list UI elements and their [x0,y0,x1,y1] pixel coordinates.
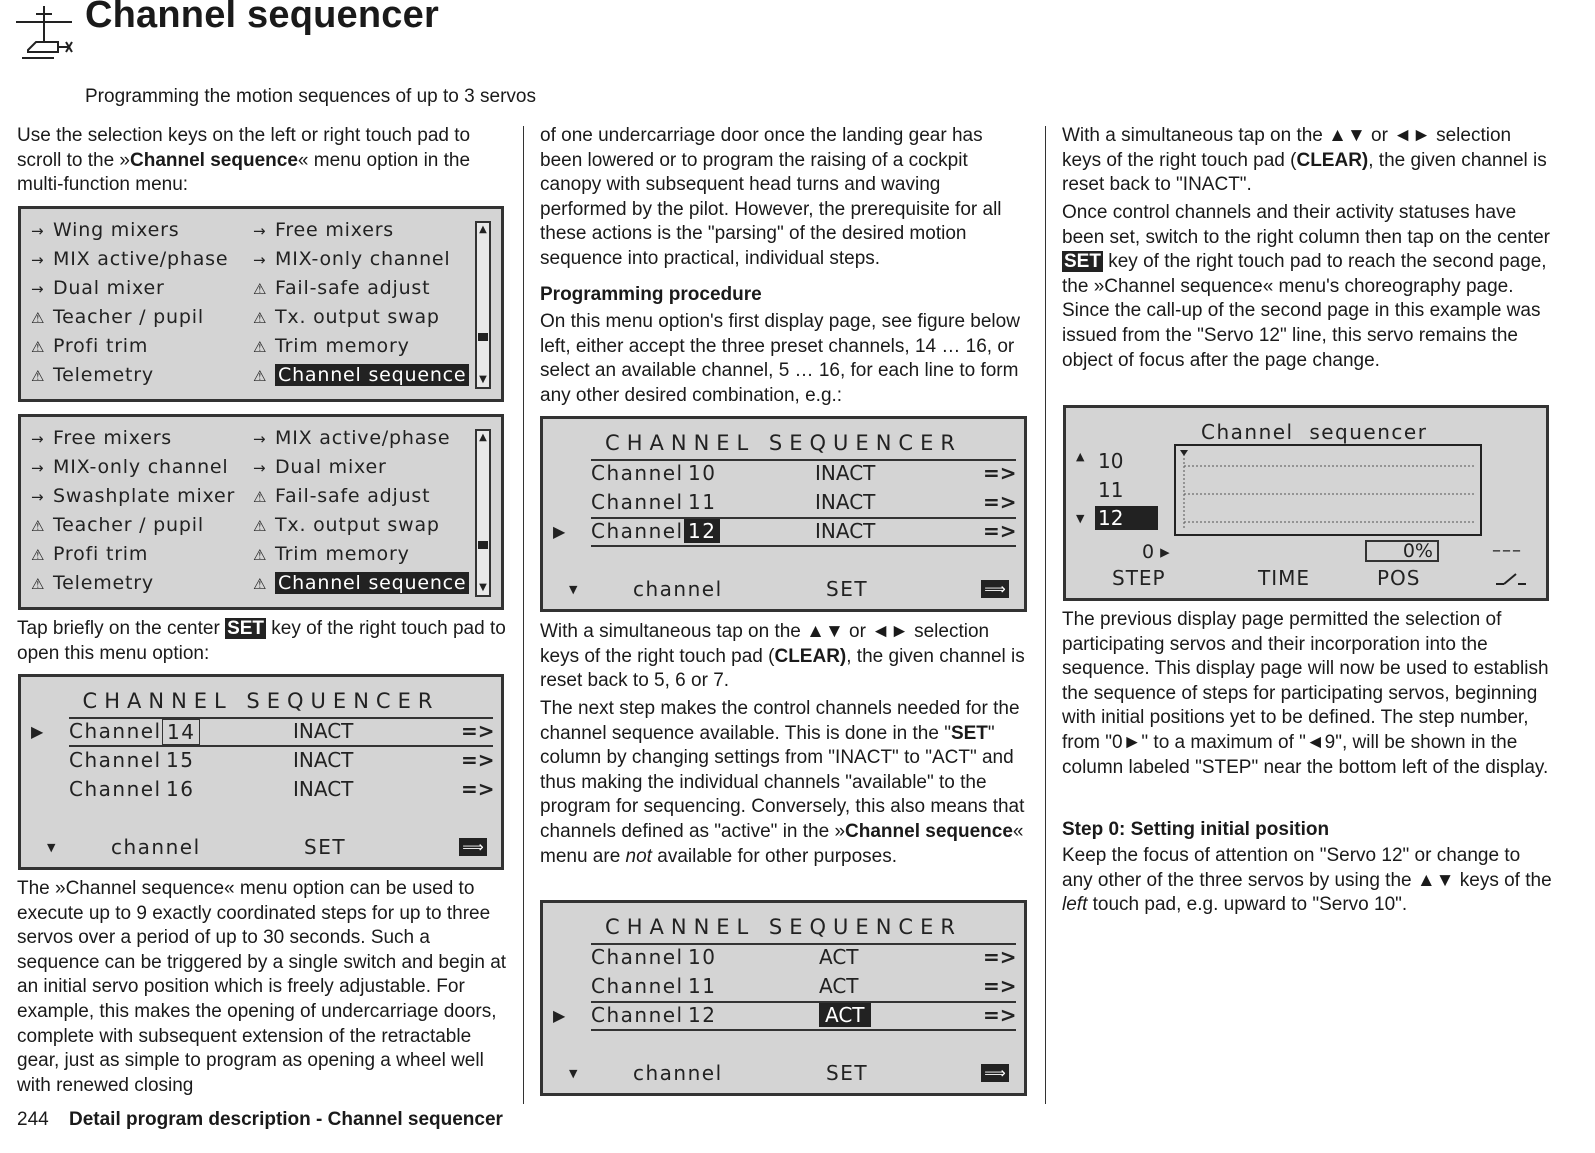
channel-label: Channel [591,519,684,543]
menu-item[interactable] [253,335,410,357]
step-value[interactable]: 0 ▸ [1142,541,1170,563]
menu-item-label: Fail-safe adjust [275,277,431,299]
paragraph: On this menu option's first display page, see figure below left, either accept the three preset channels, 14 … 16, or select an available channel, 5 … 16, for each line to form any other desired combination, e.g.: [540,311,1020,406]
column-divider [523,126,524,1104]
channel-row[interactable] [543,488,1024,517]
menu-item[interactable] [31,456,229,478]
channel-row[interactable] [21,746,501,775]
menu-item-label: Profi trim [53,335,149,357]
set-key-label: SET [1064,251,1101,273]
channel-number[interactable]: 16 [166,777,195,801]
channel-row[interactable] [543,943,1024,972]
menu-item-label: Free mixers [275,219,395,241]
channel-number[interactable]: 14 [162,719,200,745]
set-footer-label: SET [304,835,347,859]
up-arrow-icon: ▲ [1076,450,1085,463]
warning-icon: ⚠ [253,517,268,535]
menu-item-label: Teacher / pupil [53,514,204,536]
menu-item[interactable] [31,277,165,299]
channel-row[interactable] [543,459,1024,488]
mixer-arrow-icon: → [31,251,45,269]
channel-row[interactable] [21,775,501,804]
menu-item[interactable] [31,572,154,594]
next-page-icon[interactable]: ⟹ [459,838,487,856]
menu-item[interactable] [253,514,440,536]
menu-item-label: Trim memory [275,335,410,357]
menu-item[interactable] [253,543,410,565]
next-page-icon[interactable]: ⟹ [981,580,1009,598]
scroll-down-icon[interactable]: ▼ [479,582,487,593]
channel-footer-label: channel [633,577,723,601]
menu-item[interactable] [253,248,451,270]
channel-number[interactable]: 12 [688,1003,717,1027]
warning-icon: ⚠ [253,488,268,506]
paragraph: Once control channels and their activity statuses have been set, switch to the right column then tap on the center SET key of the right touch pad to reach the second page, the »Channel sequence« menu's choreography page. Since the call-up of the second page in this example was issued from the "Servo 12" line, this servo remains the object of focus after the page change. [1062,202,1550,371]
mixer-arrow-icon: → [31,488,45,506]
warning-icon: ⚠ [253,575,268,593]
channel-row[interactable] [543,517,1024,546]
channel-state[interactable]: ACT [819,974,859,998]
column-divider [1045,126,1046,1104]
scroll-up-icon[interactable]: ▲ [479,224,487,235]
arrow-icon: => [461,719,495,743]
arrow-icon: => [983,1003,1017,1027]
pos-label: POS [1377,566,1421,590]
menu-item-label: MIX-only channel [53,456,229,478]
menu-item[interactable] [31,485,235,507]
menu-item[interactable] [31,427,172,449]
section-heading: Step 0: Setting initial position [1062,819,1330,840]
warning-icon: ⚠ [253,280,268,298]
channel-label: Channel [69,777,162,801]
paragraph: The »Channel sequence« menu option can be used to execute up to 9 exactly coordinated steps for up to three servos over a period of up to 30 seconds. Such a sequence can be triggered by a single switch and begin at an initial servo position which is freely adjustable. For example, this makes the opening of undercarriage doors, complete with subsequent extension of the retractable gear, just as simple to program as opening a wheel well with renewed closing [17,878,507,1096]
row-pointer-icon: ▶ [553,1006,566,1025]
channel-state[interactable]: INACT [815,490,876,514]
menu-item-label: Channel sequence [275,364,469,386]
channel-state[interactable]: INACT [815,519,876,543]
mixer-arrow-icon: → [253,222,267,240]
channel-sequencer-screen [540,416,1027,612]
channel-footer-label: channel [633,1061,723,1085]
mixer-arrow-icon: → [253,430,267,448]
channel-footer-label: channel [111,835,201,859]
mixer-arrow-icon: → [31,280,45,298]
paragraph: Keep the focus of attention on "Servo 12" or change to any other of the three servos by using the ▲▼ keys of the left touch pad, e.g. upward to "Servo 10". [1062,845,1552,916]
menu-item-label: Telemetry [53,572,154,594]
divider [591,1001,1016,1003]
scrollbar[interactable] [475,429,491,597]
menu-item[interactable] [253,485,430,507]
switch-icon[interactable] [1494,570,1528,588]
screen-title: Channel sequencer [1201,420,1428,444]
step-label: STEP [1112,566,1166,590]
scroll-up-icon[interactable]: ▲ [479,432,487,443]
sequence-graph [1174,444,1482,536]
channel-label: Channel [69,719,162,743]
mixer-arrow-icon: → [31,459,45,477]
paragraph: The next step makes the control channels needed for the channel sequence available. This is done in the "SET" column by changing settings from "INACT" to "ACT" and thus making the individual channels "available" to the program for sequencing. Conversely, this also means that channels defined as "active" in the »Channel sequence« menu are not available for other purposes. [540,698,1025,867]
menu-item-label: Channel sequence [275,572,469,594]
divider [591,545,1016,547]
arrow-icon: => [983,461,1017,485]
menu-item[interactable] [253,427,450,449]
warning-icon: ⚠ [253,546,268,564]
next-page-icon[interactable]: ⟹ [981,1064,1009,1082]
menu-item-label: Telemetry [53,364,154,386]
menu-item-label: Trim memory [275,543,410,565]
page-subtitle: Programming the motion sequences of up to 3 servos [85,86,536,107]
arrow-icon: => [983,974,1017,998]
divider [591,1029,1016,1031]
warning-icon: ⚠ [253,338,268,356]
function-menu-screen [18,206,504,402]
channel-row[interactable] [543,1001,1024,1030]
pos-value[interactable]: 0% [1365,540,1439,562]
helicopter-icon [14,2,76,66]
menu-item[interactable] [253,364,469,386]
menu-item-label: Fail-safe adjust [275,485,431,507]
menu-item-label: MIX-only channel [275,248,451,270]
menu-item-label: Profi trim [53,543,149,565]
set-footer-label: SET [826,1061,869,1085]
function-menu-screen [18,414,504,610]
paragraph: Tap briefly on the center SET key of the right touch pad to open this menu option: [17,618,506,664]
paragraph: With a simultaneous tap on the ▲▼ or ◄► selection keys of the right touch pad (CLEAR), the given channel is reset back to 5, 6 or 7. [540,621,1025,692]
channel-number[interactable]: 10 [688,945,717,969]
choreography-screen [1063,405,1549,601]
time-label: TIME [1258,566,1311,590]
section-heading: Programming procedure [540,284,762,305]
menu-item-label: Swashplate mixer [53,485,236,507]
footer-title: Detail program description - Channel sequencer [69,1109,503,1130]
warning-icon: ⚠ [31,338,46,356]
channel-label: Channel [591,945,684,969]
menu-item-label: MIX active/phase [53,248,229,270]
scroll-down-icon[interactable]: ▼ [479,374,487,385]
channel-state[interactable]: INACT [293,748,354,772]
set-key-label: SET [227,618,265,639]
divider [69,717,493,719]
scroll-thumb[interactable] [478,541,488,549]
channel-state[interactable]: ACT [819,1003,871,1027]
menu-item[interactable] [31,248,228,270]
channel-number[interactable]: 10 [688,461,717,485]
scroll-thumb[interactable] [478,333,488,341]
menu-item-label: Wing mixers [53,219,180,241]
menu-item-label: Dual mixer [275,456,387,478]
channel-row[interactable] [21,717,501,746]
warning-icon: ⚠ [31,367,46,385]
channel-state[interactable]: ACT [819,945,859,969]
warning-icon: ⚠ [31,309,46,327]
arrow-icon: => [461,748,495,772]
screen-title: CHANNEL SEQUENCER [605,431,962,455]
channel-state[interactable]: INACT [293,777,354,801]
channel-label: Channel [69,748,162,772]
down-arrow-icon: ▼ [1076,512,1085,525]
menu-item[interactable] [31,543,148,565]
channel-sequencer-screen [18,674,504,870]
warning-icon: ⚠ [31,546,46,564]
screen-title: CHANNEL SEQUENCER [605,915,962,939]
mixer-arrow-icon: → [31,430,45,448]
menu-item[interactable] [253,306,440,328]
warning-icon: ⚠ [31,575,46,593]
menu-item-label: Tx. output swap [275,514,440,536]
channel-label: Channel [591,490,684,514]
mixer-arrow-icon: → [31,222,45,240]
page-number: 244 [17,1109,49,1130]
menu-item-label: Free mixers [53,427,173,449]
channel-number[interactable]: 12 [684,519,720,543]
menu-item-label: Dual mixer [53,277,165,299]
paragraph: of one undercarriage door once the landing gear has been lowered or to program the raising of a cockpit canopy with subsequent head turns and waving performed by the pilot. However, the prerequisite for all these actions is the "parsing" of the desired motion sequence into practical, individual steps. [540,125,1002,269]
channel-label: Channel [591,1003,684,1027]
set-footer-label: SET [826,577,869,601]
channel-number[interactable]: 11 [688,974,717,998]
channel-number[interactable]: 15 [166,748,195,772]
channel-sequencer-screen [540,900,1027,1096]
menu-item[interactable] [31,514,204,536]
divider [591,517,1016,519]
menu-item[interactable] [31,219,179,241]
down-arrow-icon: ▼ [569,1067,579,1080]
arrow-icon: => [983,945,1017,969]
menu-item-label: MIX active/phase [275,427,451,449]
down-arrow-icon: ▼ [47,841,57,854]
servo-number[interactable]: 11 [1098,478,1124,502]
paragraph: Use the selection keys on the left or right touch pad to scroll to the »Channel sequence« menu option in the multi-function menu: [17,125,471,196]
menu-item-label: Teacher / pupil [53,306,204,328]
channel-label: Channel [591,461,684,485]
menu-item[interactable] [31,364,154,386]
mixer-arrow-icon: → [253,459,267,477]
row-pointer-icon: ▶ [553,522,566,541]
screen-title: CHANNEL SEQUENCER [82,689,440,713]
arrow-icon: => [983,519,1017,543]
arrow-icon: => [461,777,495,801]
servo-number-selected[interactable]: 12 [1095,506,1158,530]
row-pointer-icon: ▶ [31,722,44,741]
channel-row[interactable] [543,972,1024,1001]
warning-icon: ⚠ [253,309,268,327]
menu-item[interactable] [253,277,430,299]
channel-state[interactable]: INACT [815,461,876,485]
warning-icon: ⚠ [253,367,268,385]
menu-item-label: Tx. output swap [275,306,440,328]
page-title: Channel sequencer [85,0,439,36]
paragraph: With a simultaneous tap on the ▲▼ or ◄► selection keys of the right touch pad (CLEAR), the given channel is reset back to "INACT". [1062,125,1547,196]
menu-item[interactable] [253,219,394,241]
warning-icon: ⚠ [31,517,46,535]
arrow-icon: => [983,490,1017,514]
channel-label: Channel [591,974,684,998]
menu-item[interactable] [253,456,387,478]
down-arrow-icon: ▼ [569,583,579,596]
scrollbar[interactable] [475,221,491,389]
servo-number[interactable]: 10 [1098,449,1124,473]
menu-item[interactable] [31,335,148,357]
channel-number[interactable]: 11 [688,490,717,514]
paragraph: The previous display page permitted the selection of participating servos and their incorporation into the sequence. This display page will now be used to establish the sequence of steps for participating servos, beginning with initial positions yet to be defined. The step number, from "0►" to a maximum of "◄9", will be shown in the column labeled "STEP" near the bottom left of the display. [1062,609,1549,778]
channel-state[interactable]: INACT [293,719,354,743]
time-dashes: ––– [1492,540,1522,561]
menu-item[interactable] [31,306,204,328]
mixer-arrow-icon: → [253,251,267,269]
menu-item[interactable] [253,572,469,594]
